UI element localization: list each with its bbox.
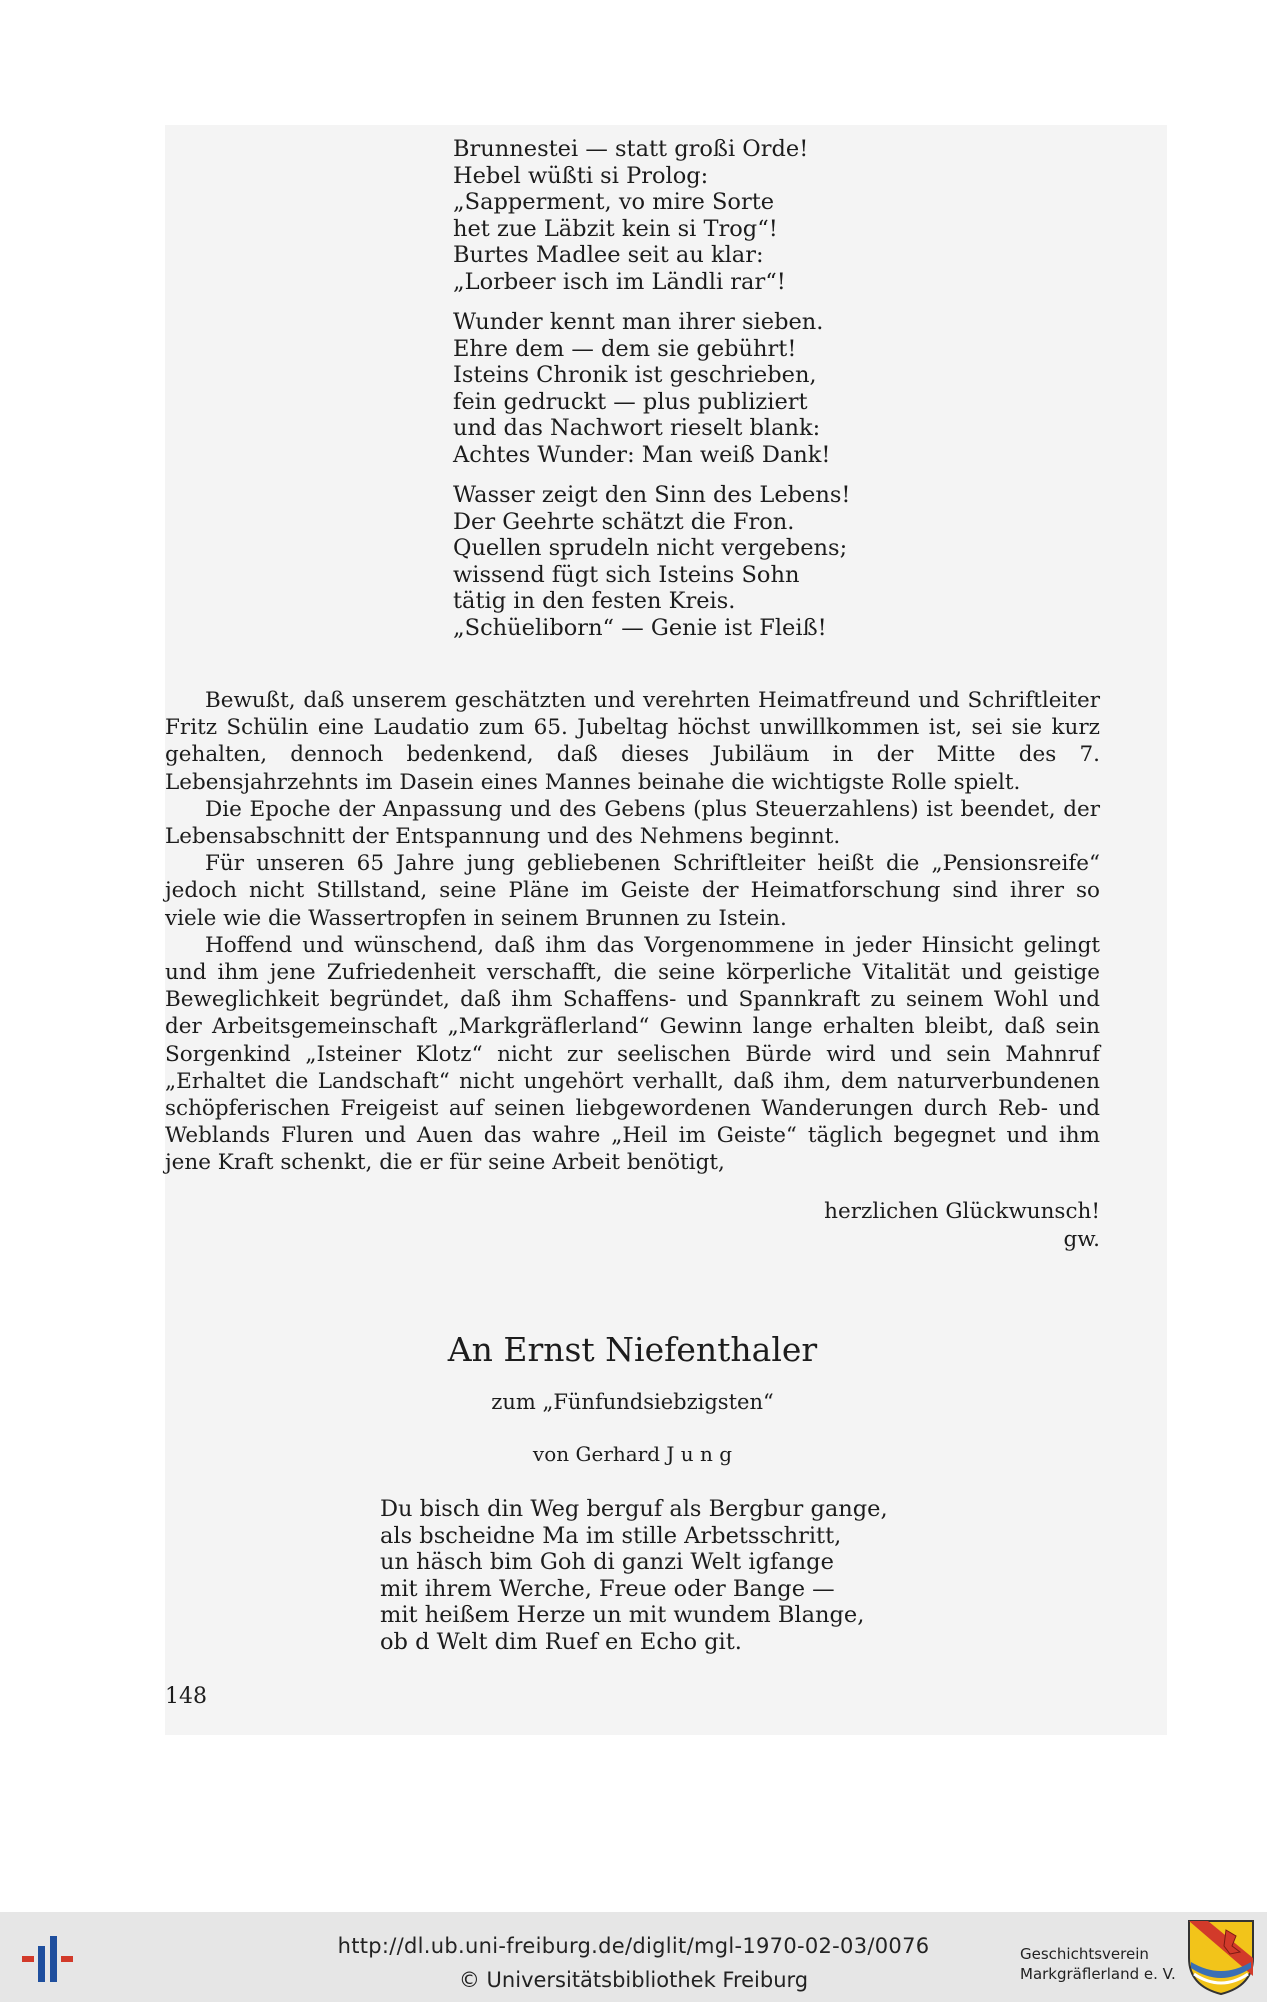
poem-line: als bscheidne Ma im stille Arbetsschritt, — [380, 1522, 842, 1549]
poem-line: mit ihrem Werche, Freue oder Bange — — [380, 1575, 835, 1602]
article-subtitle: zum „Fünfundsiebzigsten“ — [491, 1390, 774, 1414]
poem-line: Burtes Madlee seit au klar: — [453, 242, 764, 268]
poem-stanza — [453, 136, 850, 295]
poem-line: „Schüeliborn“ — Genie ist Fleiß! — [453, 614, 827, 641]
viewer-footer — [0, 1912, 1267, 2002]
paragraph: Bewußt, daß unserem geschätzten und verehrten Heimatfreund und Schriftleiter Fritz Schülin eine Laudatio zum 65. Jubeltag höchst unwillkommen ist, sei sie kurz gehalten, dennoch bedenkend, daß dieses Jubiläum in der Mitte des 7. Lebensjahrzehnts im Dasein eines Mannes beinahe die wichtigste Rolle spielt. — [165, 688, 1100, 795]
poem-line: „Sapperment, vo mire Sorte — [453, 189, 775, 215]
poem-line: Isteins Chronik ist geschrieben, — [453, 362, 817, 388]
coat-of-arms-icon — [1186, 1918, 1256, 1996]
article-author: von Gerhard J u n g — [532, 1442, 733, 1466]
poem-line: het zue Läbzit kein si Trog“! — [453, 215, 778, 242]
poem-niefenthaler — [380, 1496, 888, 1655]
poem-line: Brunnestei — statt großi Orde! — [453, 136, 809, 162]
poem-line: Wasser zeigt den Sinn des Lebens! — [453, 482, 851, 508]
article-title: An Ernst Niefenthaler — [447, 1330, 818, 1369]
poem-line: wissend fügt sich Isteins Sohn — [453, 561, 800, 588]
org-line: Markgräflerland e. V. — [1020, 1965, 1176, 1983]
poem-stanza — [453, 482, 850, 641]
paragraph: Hoffend und wünschend, daß ihm das Vorgenommene in jeder Hinsicht gelingt und ihm jene Zufriedenheit verschafft, die seine körperliche Vitalität und geistige Beweglichkeit begründet, daß ihm Schaffens- und Spannkraft zu seinem Wohl und der Arbeitsgemeinschaft „Markgräflerland“ Gewinn lange erhalten bleibt, daß sein Sorgenkind „Isteiner Klotz“ nicht zur seelischen Bürde wird und sein Mahnruf „Erhaltet die Landschaft“ nicht ungehört verhallt, daß ihm, dem naturverbundenen schöpferischen Freigeist auf seinen liebgewordenen Wanderungen durch Reb- und Weblands Fluren und Auen das wahre „Heil im Geiste“ täglich begegnet und ihm jene Kraft schenkt, die er für seine Arbeit benötigt, — [165, 932, 1100, 1176]
poem-line: Quellen sprudeln nicht vergebens; — [453, 535, 848, 561]
copyright-notice: © Universitätsbibliothek Freiburg — [458, 1968, 809, 1992]
signature: gw. — [1063, 1227, 1100, 1252]
poem-line: un häsch bim Goh di ganzi Welt igfange — [380, 1549, 834, 1575]
org-line: Geschichtsverein — [1020, 1945, 1149, 1963]
paragraph: Für unseren 65 Jahre jung gebliebenen Schriftleiter heißt die „Pensionsreife“ jedoch nicht Stillstand, seine Pläne im Geiste der Heimatforschung sind ihrer so viele wie die Wassertropfen in seinem Brunnen zu Istein. — [165, 851, 1100, 931]
organization-name — [1020, 1944, 1176, 1984]
poem-line: fein gedruckt — plus publiziert — [453, 388, 808, 415]
poem-line: Der Geehrte schätzt die Fron. — [453, 508, 795, 535]
closing-greeting: herzlichen Glückwunsch! — [824, 1199, 1100, 1224]
laudatio-text — [165, 687, 1100, 1177]
poem-line: ob d Welt dim Ruef en Echo git. — [380, 1628, 742, 1655]
poem-line: Du bisch din Weg berguf als Bergbur gange, — [380, 1496, 888, 1522]
poem-line: tätig in den festen Kreis. — [453, 588, 736, 614]
poem-line: „Lorbeer isch im Ländli rar“! — [453, 268, 786, 295]
poem-line: Ehre dem — dem sie gebührt! — [453, 335, 797, 362]
paragraph: Die Epoche der Anpassung und des Gebens (plus Steuerzahlens) ist beendet, der Lebensabschnitt der Entspannung und des Nehmens beginnt. — [165, 796, 1100, 850]
poem-line: mit heißem Herze un mit wundem Blange, — [380, 1602, 865, 1628]
poem-line: Hebel wüßti si Prolog: — [453, 162, 709, 189]
poem-stanza — [453, 309, 850, 468]
poem-line: Achtes Wunder: Man weiß Dank! — [453, 441, 831, 468]
source-url-link[interactable]: http://dl.ub.uni-freiburg.de/diglit/mgl-1970-02-03/0076 — [337, 1934, 930, 1958]
poem-line: Wunder kennt man ihrer sieben. — [453, 309, 824, 335]
poem-schuelin — [453, 136, 850, 655]
poem-line: und das Nachwort rieselt blank: — [453, 415, 821, 441]
page-number: 148 — [165, 1684, 207, 1709]
